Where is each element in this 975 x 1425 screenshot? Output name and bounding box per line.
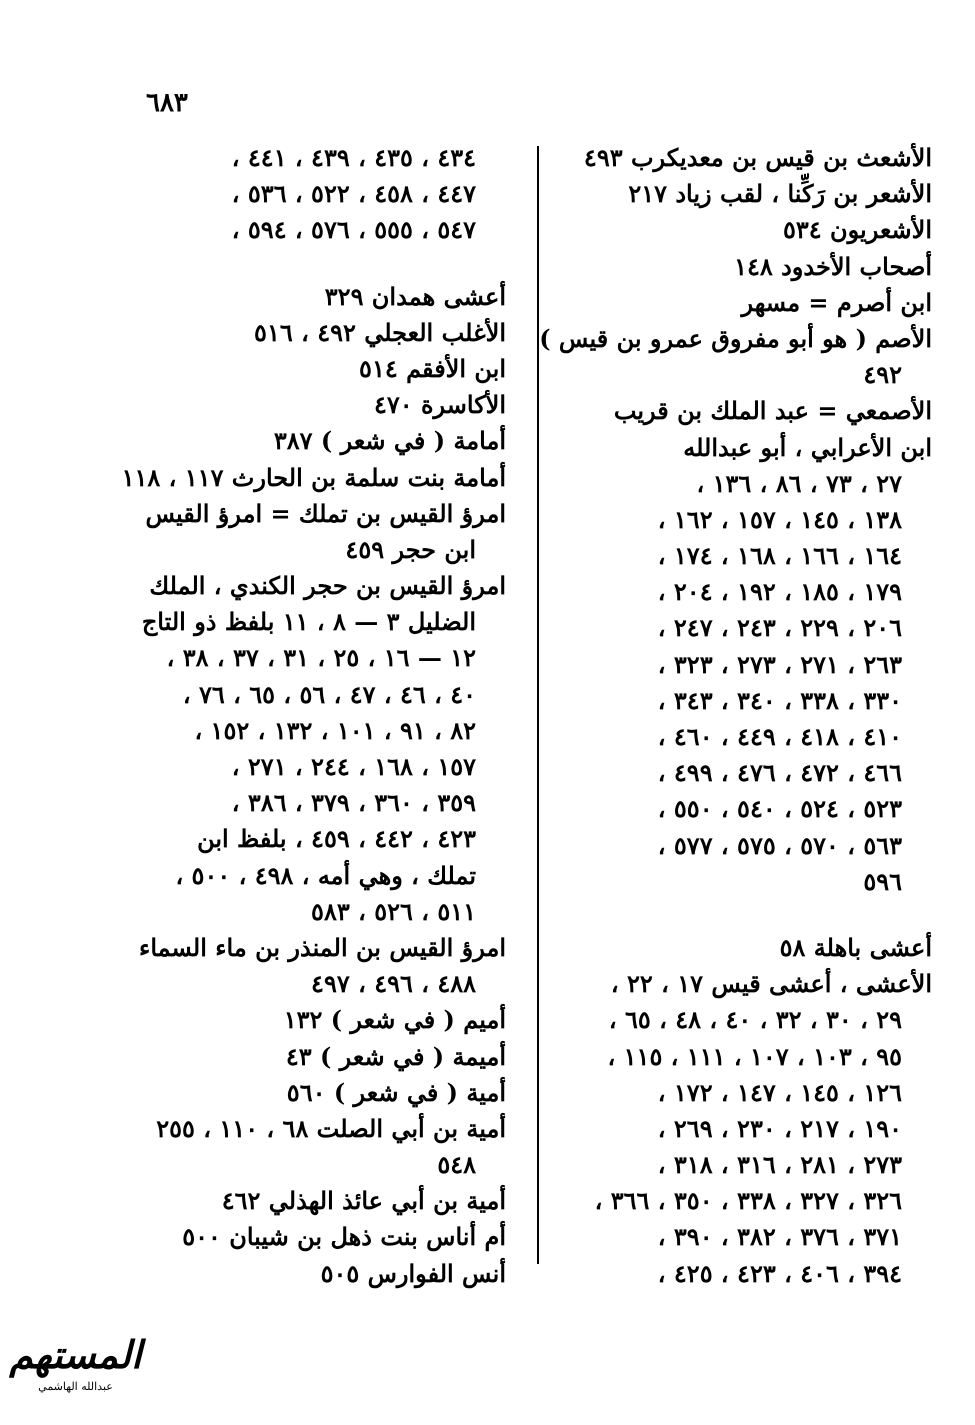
- stamp-main-text: المستهم: [9, 1332, 142, 1377]
- index-entry-line: أمية ( في شعر ) ٥٦٠: [286, 1077, 506, 1107]
- index-entry-line: ٣٧١ ، ٣٧٦ ، ٣٨٢ ، ٣٩٠ ،: [657, 1222, 902, 1252]
- index-entry-line: ٢٩ ، ٣٠ ، ٣٢ ، ٤٠ ، ٤٨ ، ٦٥ ،: [608, 1005, 902, 1035]
- index-entry-line: الضليل ٣ — ٨ ، ١١ بلفظ ذو التاج: [141, 607, 476, 637]
- index-entry-line: ٢٠٦ ، ٢٢٩ ، ٢٤٣ ، ٢٤٧ ،: [657, 613, 902, 643]
- index-entry-line: الأكاسرة ٤٧٠: [373, 390, 506, 420]
- index-entry-line: ١٥٧ ، ١٦٨ ، ٢٤٤ ، ٢٧١ ،: [231, 752, 476, 781]
- index-entry-line: ٤٢٣ ، ٤٤٢ ، ٤٥٩ ، بلفظ ابن: [197, 824, 476, 854]
- index-entry-line: امرؤ القيس بن المنذر بن ماء السماء: [139, 932, 506, 962]
- index-entry-line: امرؤ القيس بن حجر الكندي ، الملك: [149, 571, 506, 601]
- index-entry-line: أميم ( في شعر ) ١٣٢: [283, 1005, 506, 1035]
- index-entry-line: ٤٩٢: [863, 360, 902, 390]
- index-entry-line: ٤٠ ، ٤٦ ، ٤٧ ، ٥٦ ، ٦٥ ، ٧٦ ،: [182, 679, 476, 709]
- index-entry-line: الأصم ( هو أبو مفروق عمرو بن قيس ): [539, 323, 932, 353]
- index-entry-line: ٩٥ ، ١٠٣ ، ١٠٧ ، ١١١ ، ١١٥ ،: [607, 1041, 902, 1071]
- index-entry-line: أمية بن أبي عائذ الهذلي ٤٦٢: [221, 1186, 506, 1216]
- index-entry-line: أميمة ( في شعر ) ٤٣: [285, 1041, 506, 1071]
- index-entry-line: ابن الأعرابي ، أبو عبدالله: [683, 432, 932, 462]
- index-entry-line: الأعشى ، أعشى قيس ١٧ ، ٢٢ ،: [610, 969, 932, 999]
- index-entry-line: أمية بن أبي الصلت ٦٨ ، ١١٠ ، ٢٥٥: [156, 1113, 506, 1143]
- index-entry-line: ٥١١ ، ٥٢٦ ، ٥٨٣: [311, 896, 476, 926]
- index-entry-line: ٥٩٦: [863, 866, 902, 896]
- index-entry-line: ١٧٩ ، ١٨٥ ، ١٩٢ ، ٢٠٤ ،: [657, 577, 902, 607]
- index-entry-line: أصحاب الأخدود ١٤٨: [734, 251, 932, 281]
- index-entry-line: ١٩٠ ، ٢١٧ ، ٢٣٠ ، ٢٦٩ ،: [657, 1113, 902, 1143]
- index-entry-line: أمامة بنت سلمة بن الحارث ١١٧ ، ١١٨: [121, 462, 506, 492]
- index-entry-line: ٥٤٨: [437, 1150, 476, 1180]
- index-entry-line: ٣٥٩ ، ٣٦٠ ، ٣٧٩ ، ٣٨٦ ،: [231, 788, 476, 818]
- index-entry-line: ٨٢ ، ٩١ ، ١٠١ ، ١٣٢ ، ١٥٢ ،: [194, 715, 476, 745]
- index-entry-line: أم أناس بنت ذهل بن شيبان ٥٠٠: [182, 1222, 506, 1252]
- index-entry-line: ٤٤٧ ، ٤٥٨ ، ٥٢٢ ، ٥٣٦ ،: [231, 179, 476, 209]
- index-entry-line: ٣٩٤ ، ٤٠٦ ، ٤٢٣ ، ٤٢٥ ،: [657, 1258, 902, 1288]
- index-entry-line: ٤١٠ ، ٤١٨ ، ٤٤٩ ، ٤٦٠ ،: [657, 722, 902, 751]
- page-number: ٦٨٣: [146, 88, 188, 118]
- index-entry-line: ٣٣٠ ، ٣٣٨ ، ٣٤٠ ، ٣٤٣ ،: [657, 685, 902, 715]
- library-stamp: [8, 1330, 143, 1410]
- index-entry-line: امرؤ القيس بن تملك = امرؤ القيس: [145, 498, 506, 528]
- index-entry-line: ابن أصرم = مسهر: [741, 287, 932, 317]
- index-entry-line: ابن الأفقم ٥١٤: [359, 353, 506, 383]
- index-entry-line: الأصمعي = عبد الملك بن قريب: [613, 396, 932, 426]
- entry-gap: [572, 900, 932, 930]
- index-entry-line: أعشى همدان ٣٢٩: [324, 281, 506, 311]
- index-entry-line: ١٣٨ ، ١٤٥ ، ١٥٧ ، ١٦٢ ،: [657, 504, 902, 534]
- index-column-left: [121, 140, 506, 1292]
- index-entry-line: ١٢ — ١٦ ، ٢٥ ، ٣١ ، ٣٧ ، ٣٨ ،: [166, 643, 476, 673]
- index-entry-line: ٣٢٦ ، ٣٢٧ ، ٣٣٨ ، ٣٥٠ ، ٣٦٦ ،: [594, 1186, 902, 1216]
- column-divider: [537, 146, 539, 1264]
- index-entry-line: ٥٤٧ ، ٥٥٥ ، ٥٧٦ ، ٥٩٤ ،: [231, 215, 476, 245]
- index-entry-line: ٢٧ ، ٧٣ ، ٨٦ ، ١٣٦ ،: [696, 468, 902, 498]
- index-entry-line: الأشعر بن رَكِّنا ، لقب زياد ٢١٧: [628, 179, 932, 209]
- index-entry-line: ١٢٦ ، ١٤٥ ، ١٤٧ ، ١٧٢ ،: [657, 1077, 902, 1107]
- index-entry-line: ٤٣٤ ، ٤٣٥ ، ٤٣٩ ، ٤٤١ ،: [231, 143, 476, 172]
- index-entry-line: أنس الفوارس ٥٠٥: [320, 1258, 506, 1288]
- index-entry-line: ٥٦٣ ، ٥٧٠ ، ٥٧٥ ، ٥٧٧ ،: [657, 830, 902, 860]
- index-entry-line: ٢٦٣ ، ٢٧١ ، ٢٧٣ ، ٣٢٣ ،: [657, 649, 902, 679]
- index-entry-line: الأشعث بن قيس بن معديكرب ٤٩٣: [583, 143, 932, 172]
- index-entry-line: ٥٢٣ ، ٥٢٤ ، ٥٤٠ ، ٥٥٠ ،: [657, 794, 902, 824]
- index-entry-line: ٤٨٨ ، ٤٩٦ ، ٤٩٧: [311, 969, 476, 999]
- index-entry-line: الأشعريون ٥٣٤: [782, 215, 932, 245]
- index-entry-line: الأغلب العجلي ٤٩٢ ، ٥١٦: [254, 317, 506, 347]
- index-entry-line: ٤٦٦ ، ٤٧٢ ، ٤٧٦ ، ٤٩٩ ،: [657, 758, 902, 788]
- index-entry-line: تملك ، وهي أمه ، ٤٩٨ ، ٥٠٠ ،: [175, 860, 476, 890]
- index-entry-line: ١٦٤ ، ١٦٦ ، ١٦٨ ، ١٧٤ ،: [657, 541, 902, 571]
- stamp-sub-text: عبدالله الهاشمي: [38, 1380, 113, 1393]
- index-entry-line: ابن حجر ٤٥٩: [345, 534, 476, 564]
- index-entry-line: أمامة ( في شعر ) ٣٨٧: [273, 426, 506, 456]
- entry-gap: [146, 249, 506, 279]
- index-column-right: [539, 140, 932, 1292]
- index-entry-line: أعشى باهلة ٥٨: [779, 932, 932, 962]
- index-entry-line: ٢٧٣ ، ٢٨١ ، ٣١٦ ، ٣١٨ ،: [657, 1150, 902, 1180]
